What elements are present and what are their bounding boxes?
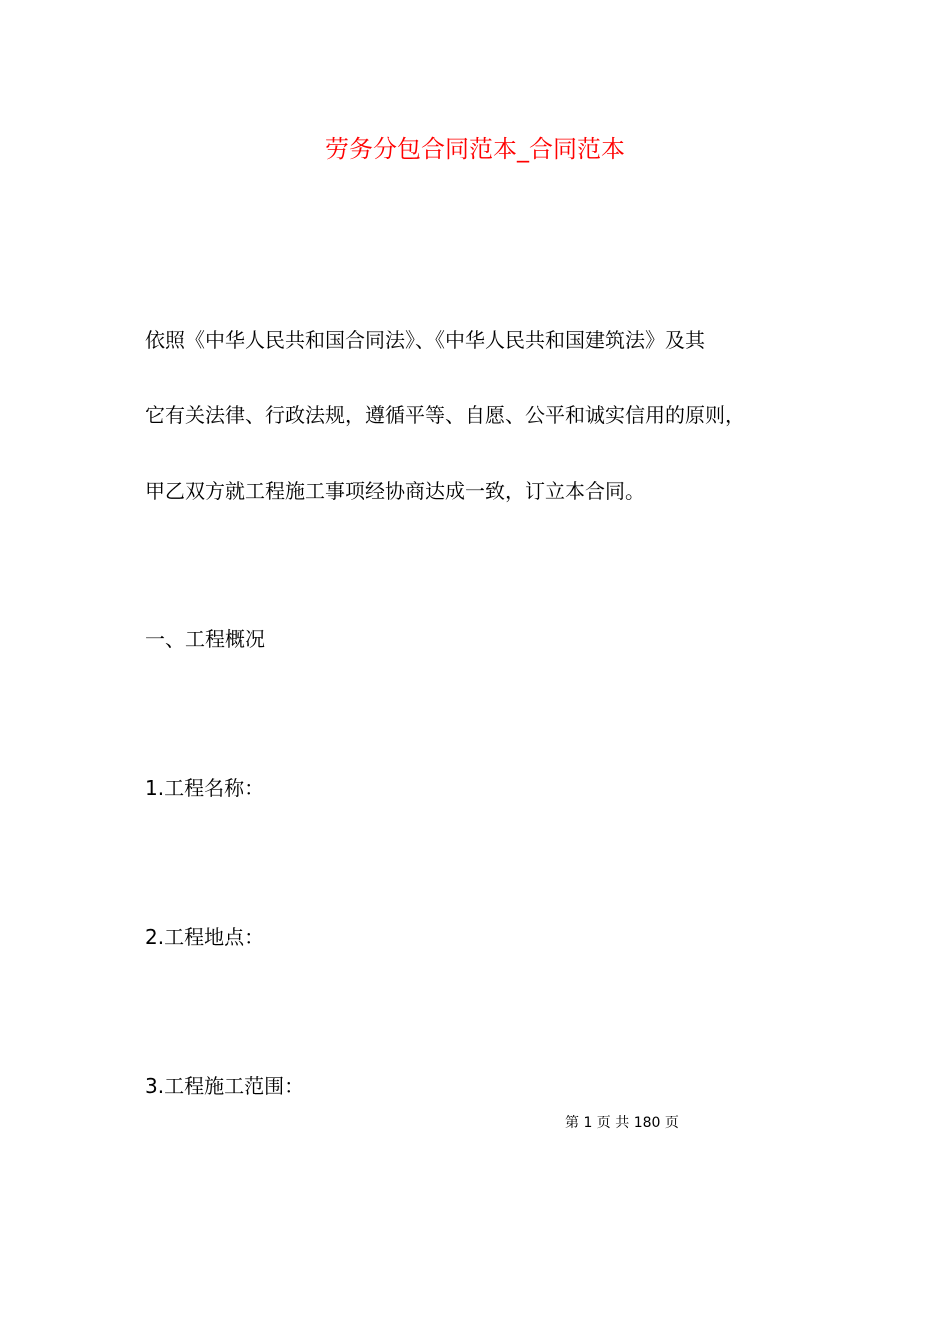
paragraph-line: 它有关法律、行政法规，遵循平等、自愿、公平和诚实信用的原则，: [145, 403, 745, 427]
section-heading: 一、工程概况: [145, 627, 265, 651]
project-scope-item: 3.工程施工范围：: [145, 1074, 305, 1098]
document-title: 劳务分包合同范本_合同范本: [325, 135, 625, 163]
paragraph-line: 甲乙双方就工程施工事项经协商达成一致，订立本合同。: [145, 479, 645, 503]
paragraph-line: 依照《中华人民共和国合同法》、《中华人民共和国建筑法》及其: [145, 328, 705, 352]
project-name-item: 1.工程名称：: [145, 776, 265, 800]
page-footer: 第 1 页 共 180 页: [565, 1115, 679, 1131]
project-location-item: 2.工程地点：: [145, 925, 265, 949]
